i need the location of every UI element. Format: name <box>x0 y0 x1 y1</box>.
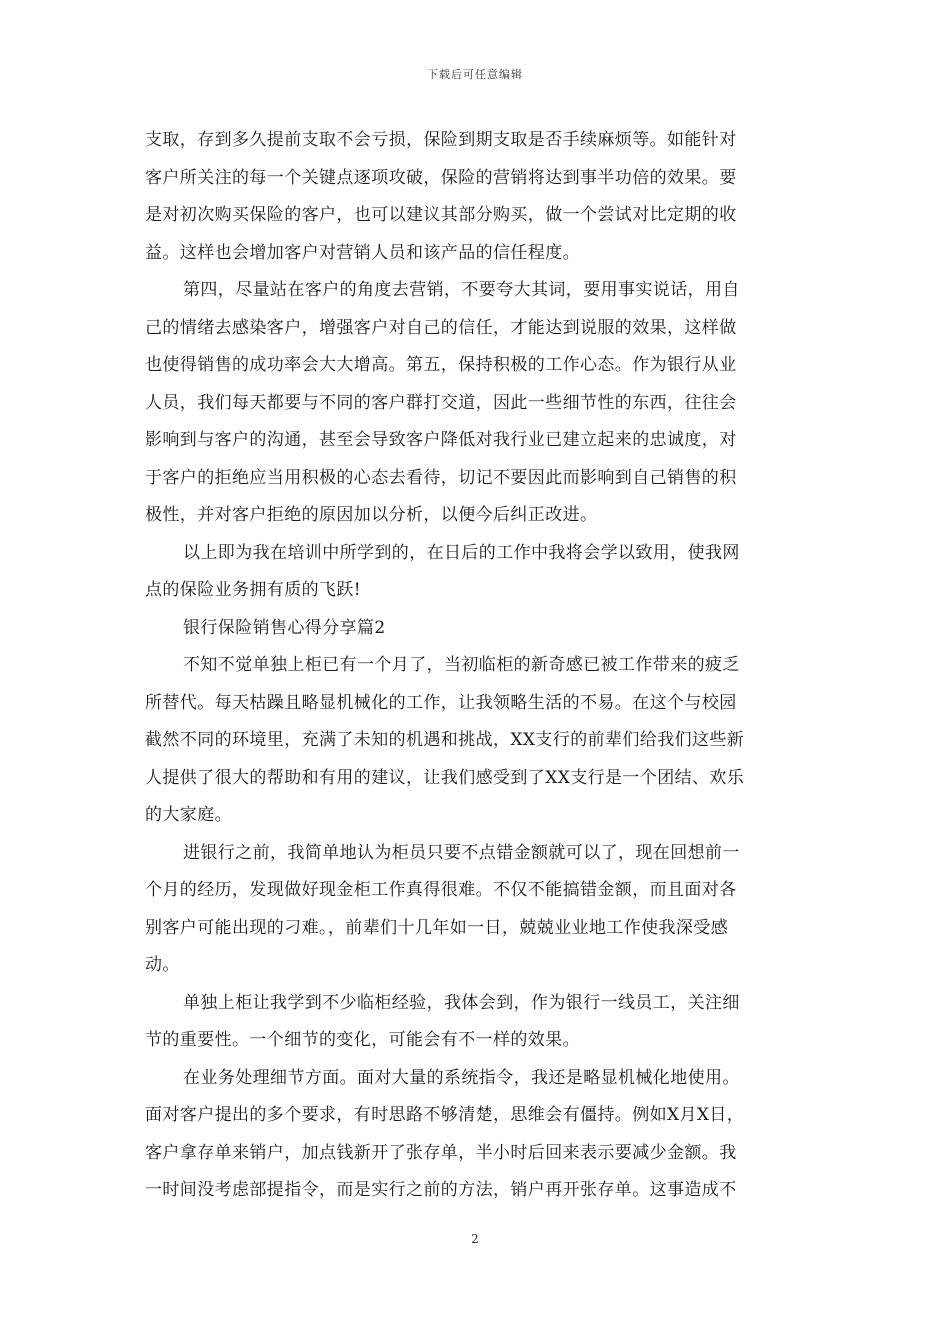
document-body <box>145 122 810 1210</box>
text-line: 人员，我们每天都要与不同的客户群打交道，因此一些细节性的东西，往往会 <box>145 392 737 413</box>
text-line: 一时间没考虑部提指令，而是实行之前的方法，销户再开张存单。这事造成不 <box>145 1180 737 1200</box>
text-line: 在业务处理细节方面。面对大量的系统指令，我还是略显机械化地使用。 <box>183 1067 740 1088</box>
text-line: 动。 <box>145 955 180 975</box>
page-header: 下载后可任意编辑 <box>427 68 523 81</box>
text-line: 第四，尽量站在客户的角度去营销，不要夸大其词，要用事实说话，用自 <box>183 280 740 300</box>
text-line: 个月的经历，发现做好现金柜工作真得很难。不仅不能搞错金额，而且面对各 <box>145 880 737 900</box>
text-line: 客户所关注的每一个关键点逐项攻破，保险的营销将达到事半功倍的效果。要 <box>145 167 737 188</box>
text-line: 己的情绪去感染客户，增强客户对自己的信任，才能达到说服的效果，这样做 <box>145 317 737 338</box>
text-line: 不知不觉单独上柜已有一个月了，当初临柜的新奇感已被工作带来的疲乏 <box>183 655 740 675</box>
text-line: 单独上柜让我学到不少临柜经验，我体会到，作为银行一线员工，关注细 <box>183 992 740 1013</box>
text-line: 极性，并对客户拒绝的原因加以分析，以便今后纠正改进。 <box>145 505 598 525</box>
text-line: 益。这样也会增加客户对营销人员和该产品的信任程度。 <box>145 242 580 263</box>
text-line: 银行保险销售心得分享篇2 <box>183 617 386 638</box>
text-line: 支取，存到多久提前支取不会亏损，保险到期支取是否手续麻烦等。如能针对 <box>145 130 737 150</box>
text-line: 点的保险业务拥有质的飞跃! <box>145 580 362 600</box>
text-line: 于客户的拒绝应当用积极的心态去看待，切记不要因此而影响到自己销售的积 <box>145 467 737 488</box>
text-line: 面对客户提出的多个要求，有时思路不够清楚，思维会有僵持。例如X月X日， <box>145 1105 745 1125</box>
text-line: 影响到与客户的沟通，甚至会导致客户降低对我行业已建立起来的忠诚度，对 <box>145 430 737 450</box>
text-line: 别客户可能出现的刁难。，前辈们十几年如一日，兢兢业业地工作使我深受感 <box>145 917 729 938</box>
text-line: 所替代。每天枯躁且略显机械化的工作，让我领略生活的不易。在这个与校园 <box>145 692 737 713</box>
text-line: 节的重要性。一个细节的变化，可能会有不一样的效果。 <box>145 1030 580 1050</box>
text-line: 进银行之前，我简单地认为柜员只要不点错金额就可以了，现在回想前一 <box>183 842 740 863</box>
text-line: 截然不同的环境里，充满了未知的机遇和挑战，XX支行的前辈们给我们这些新 <box>145 730 745 750</box>
text-line: 的大家庭。 <box>145 805 232 825</box>
text-line: 也使得销售的成功率会大大增高。第五，保持积极的工作心态。作为银行从业 <box>145 355 737 375</box>
text-line: 是对初次购买保险的客户，也可以建议其部分购买，做一个尝试对比定期的收 <box>145 205 737 225</box>
text-line: 人提供了很大的帮助和有用的建议，让我们感受到了XX支行是一个团结、欢乐 <box>145 767 745 788</box>
text-line: 客户拿存单来销户，加点钱新开了张存单，半小时后回来表示要减少金额。我 <box>145 1142 737 1163</box>
page-number: 2 <box>471 1232 479 1246</box>
text-line: 以上即为我在培训中所学到的，在日后的工作中我将会学以致用，使我网 <box>183 542 740 563</box>
